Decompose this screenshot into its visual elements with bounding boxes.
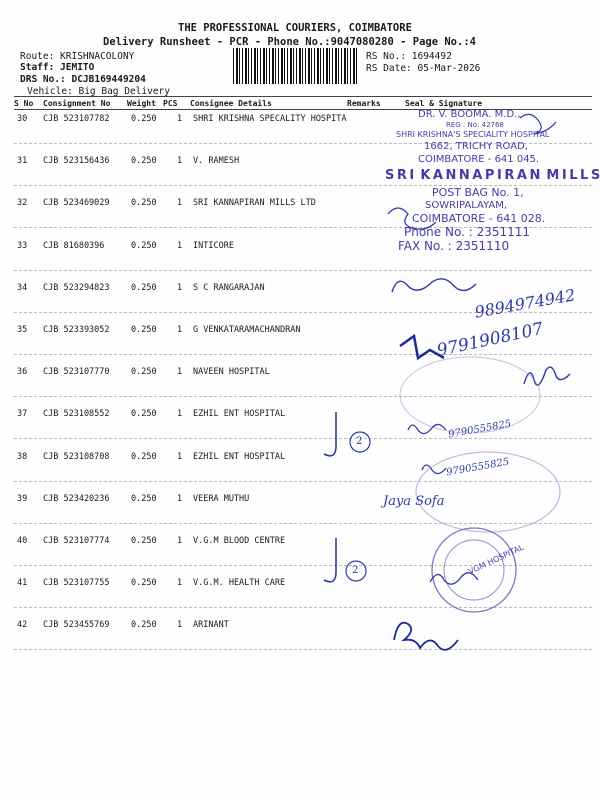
cell-consignee: V. RAMESH: [193, 156, 240, 167]
cell-consignee: EZHIL ENT HOSPITAL: [193, 409, 286, 420]
cell-pcs: 1: [177, 409, 183, 420]
cell-consignee: EZHIL ENT HOSPITAL: [193, 451, 286, 462]
company-title: THE PROFESSIONAL COURIERS, COIMBATORE: [178, 22, 412, 34]
rs-date: RS Date: 05-Mar-2026: [366, 63, 481, 74]
cell-weight: 0.250: [131, 282, 157, 293]
cell-pcs: 1: [177, 536, 183, 546]
pieces-37-38: 2: [356, 436, 363, 447]
signature-42: [394, 623, 458, 650]
cell-consignment: CJB 523108708: [43, 451, 110, 462]
route-label: Route: KRISHNACOLONY: [20, 51, 135, 62]
rs-number: RS No.: 1694492: [366, 51, 452, 62]
handwritten-phone-35: 9791908107: [435, 318, 546, 362]
vgm-stamp-text: VGM HOSPITAL: [466, 542, 525, 577]
cell-sno: 36: [17, 367, 28, 378]
cell-pcs: 1: [177, 367, 183, 378]
cell-consignee: G VENKATARAMACHANDRAN: [193, 325, 301, 335]
cell-weight: 0.250: [131, 620, 157, 631]
cell-consignment: CJB 523107774: [43, 536, 110, 546]
cell-sno: 41: [17, 578, 28, 589]
cell-weight: 0.250: [131, 156, 157, 167]
cell-weight: 0.250: [131, 114, 157, 124]
handwritten-phone-37: 9790555825: [447, 418, 513, 441]
col-seal: Seal & Signature: [405, 99, 483, 108]
cell-pcs: 1: [177, 451, 183, 462]
cell-consignment: CJB 523294823: [43, 282, 110, 293]
handwritten-signature-39: Jaya Sofa: [383, 494, 445, 509]
cell-consignment: CJB 523156436: [43, 156, 110, 167]
cell-weight: 0.250: [131, 409, 157, 420]
cell-sno: 39: [17, 493, 28, 504]
cell-sno: 33: [17, 240, 28, 251]
cell-sno: 35: [17, 325, 28, 335]
cell-sno: 37: [17, 409, 28, 420]
cell-consignment: CJB 523107782: [43, 114, 110, 124]
col-sno: S No: [14, 99, 34, 108]
cell-consignee: INTICORE: [193, 240, 234, 251]
cell-sno: 42: [17, 620, 28, 631]
pieces-40-41: 2: [352, 565, 359, 576]
stamp-mills-phone: Phone No. : 2351111: [404, 225, 531, 239]
cell-sno: 38: [17, 451, 28, 462]
col-consignee: Consignee Details: [190, 99, 272, 108]
bracket-40-41: [324, 538, 336, 582]
stamp-mills-name: S R I K A N N A P I R A N M I L L S: [385, 168, 600, 183]
cell-consignment: CJB 523107755: [43, 578, 110, 589]
drs-label: DRS No.: DCJB169449204: [20, 74, 146, 85]
cell-pcs: 1: [177, 325, 183, 335]
stamp-mills-area: SOWRIPALAYAM,: [425, 200, 508, 211]
cell-weight: 0.250: [131, 536, 157, 546]
cell-consignee: V.G.M BLOOD CENTRE: [193, 536, 286, 546]
cell-consignee: ARINANT: [193, 620, 229, 631]
stamp-mills-city: COIMBATORE - 641 028.: [412, 212, 546, 225]
cell-consignment: CJB 523393052: [43, 325, 110, 335]
cell-pcs: 1: [177, 578, 183, 589]
cell-pcs: 1: [177, 493, 183, 504]
signature-34: [392, 279, 476, 292]
cell-consignment: CJB 523108552: [43, 409, 110, 420]
cell-weight: 0.250: [131, 325, 157, 335]
cell-sno: 32: [17, 198, 28, 209]
cell-weight: 0.250: [131, 451, 157, 462]
cell-weight: 0.250: [131, 198, 157, 209]
cell-consignment: CJB 523469029: [43, 198, 110, 209]
cell-weight: 0.250: [131, 240, 157, 251]
cell-pcs: 1: [177, 282, 183, 293]
stamp-mills-post: POST BAG No. 1,: [432, 186, 524, 199]
cell-consignee: VEERA MUTHU: [193, 493, 250, 504]
cell-pcs: 1: [177, 156, 183, 167]
col-pcs: PCS: [163, 99, 178, 108]
stamp-booma-reg: REG : No: 42768: [446, 121, 504, 129]
cell-pcs: 1: [177, 198, 183, 209]
cell-consignee: SRI KANNAPIRAN MILLS LTD: [193, 198, 316, 209]
staff-label: Staff: JEMITO: [20, 62, 95, 73]
cell-consignment: CJB 523420236: [43, 493, 110, 504]
cell-sno: 34: [17, 282, 28, 293]
cell-consignment: CJB 523107770: [43, 367, 110, 378]
col-consignment: Consignment No: [43, 99, 111, 108]
bracket-37-38: [324, 412, 336, 456]
cell-sno: 31: [17, 156, 28, 167]
signature-32: [388, 208, 436, 229]
cell-weight: 0.250: [131, 578, 157, 589]
signature-37: [408, 424, 446, 433]
stamp-booma-name: DR. V. BOOMA. M.D.,: [418, 109, 521, 120]
cell-consignee: SHRI KRISHNA SPECALITY HOSPITA: [193, 114, 347, 124]
cell-consignment: CJB 523455769: [43, 620, 110, 631]
cell-sno: 30: [17, 114, 28, 124]
cell-pcs: 1: [177, 240, 183, 251]
col-remarks: Remarks: [347, 99, 381, 108]
stamp-booma-city: COIMBATORE - 641 045.: [418, 154, 540, 165]
faded-stamp-36: [400, 357, 540, 433]
cell-consignee: NAVEEN HOSPITAL: [193, 367, 270, 378]
handwritten-phone-38: 9790555825: [445, 456, 511, 479]
cell-pcs: 1: [177, 620, 183, 631]
col-weight: Weight: [127, 99, 156, 108]
cell-weight: 0.250: [131, 367, 157, 378]
handwritten-phone-34: 9894974942: [473, 285, 577, 322]
cell-consignee: S C RANGARAJAN: [193, 282, 265, 293]
cell-weight: 0.250: [131, 493, 157, 504]
stamp-mills-fax: FAX No. : 2351110: [398, 239, 510, 253]
cell-consignment: CJB 81680396: [43, 240, 105, 251]
signature-30: [520, 114, 556, 134]
stamp-booma-road: 1662, TRICHY ROAD,: [424, 141, 528, 152]
cell-sno: 40: [17, 536, 28, 546]
cell-consignee: V.G.M. HEALTH CARE: [193, 578, 286, 589]
stamp-booma-hospital: SHRI KRISHNA'S SPECIALITY HOSPITAL: [396, 130, 550, 139]
cell-pcs: 1: [177, 114, 183, 124]
vehicle-label: Vehicle: Big Bag Delivery: [27, 86, 170, 97]
runsheet-title: Delivery Runsheet - PCR - Phone No.:9047080280 - Page No.:4: [103, 36, 476, 48]
